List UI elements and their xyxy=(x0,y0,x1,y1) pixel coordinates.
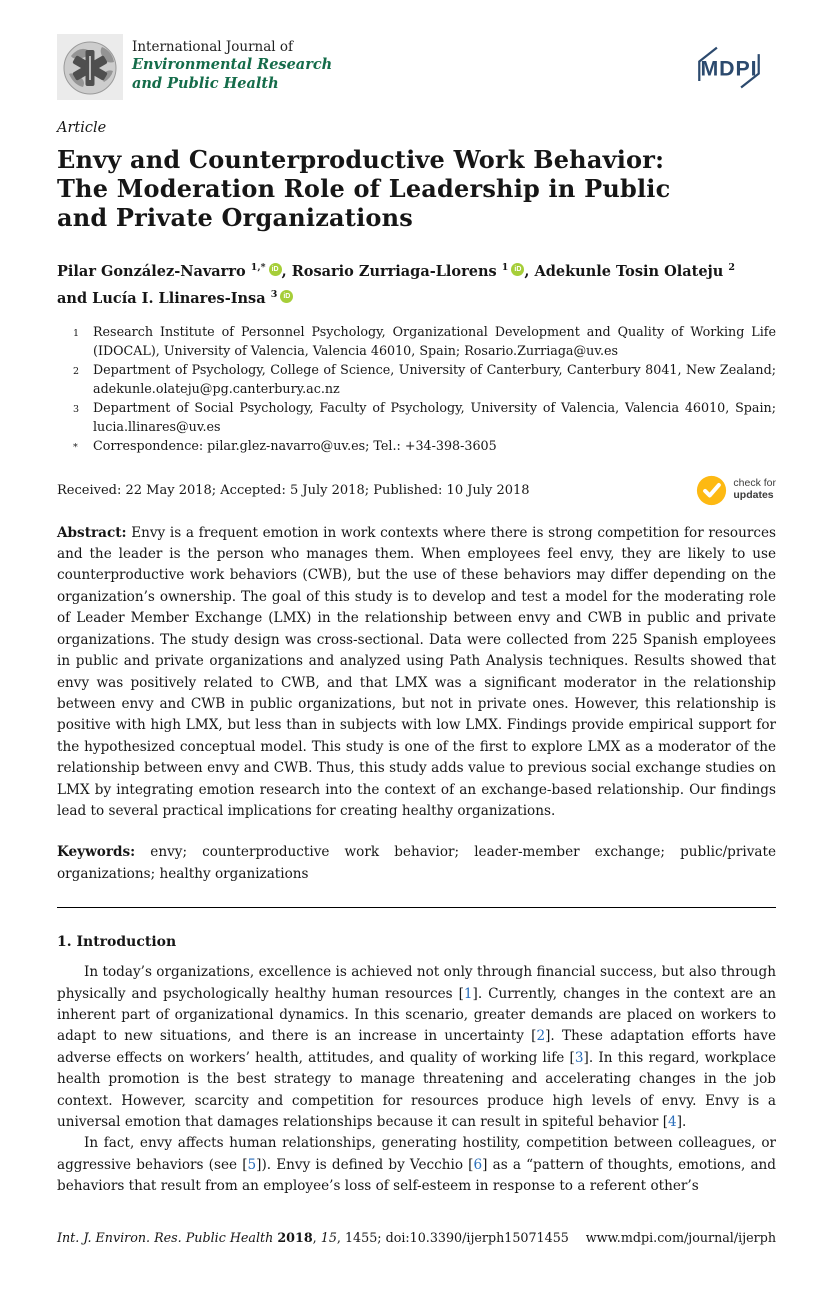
author-name-3: Adekunle Tosin Olateju xyxy=(534,262,724,280)
footer-article-doi: , 1455; doi:10.3390/ijerph15071455 xyxy=(336,1230,569,1245)
affiliations-list xyxy=(57,322,776,457)
journal-brand xyxy=(57,34,332,100)
affiliation-text: Department of Psychology, College of Science, University of Canterbury, Canterbury 8041, New Zealand; adekunle.olateju@pg.canterbury.ac.nz xyxy=(93,361,776,396)
dates-row xyxy=(57,475,776,506)
orcid-icon[interactable]: iD xyxy=(280,290,293,303)
footer-journal-link[interactable]: www.mdpi.com/journal/ijerph xyxy=(585,1230,776,1245)
check-for-updates-badge[interactable] xyxy=(696,475,776,506)
affiliation-marker: 1 xyxy=(73,327,80,339)
keywords-text: envy; counterproductive work behavior; leader-member exchange; public/private organizations; healthy organizations xyxy=(57,844,776,882)
globe-star-of-life-icon xyxy=(57,34,123,100)
abstract-section xyxy=(57,523,776,823)
affiliation-text: Research Institute of Personnel Psychology, Organizational Development and Quality of Working Life (IDOCAL), University of Valencia, Valencia 46010, Spain; Rosario.Zurriaga@uv.es xyxy=(93,323,776,358)
keywords-section xyxy=(57,842,776,885)
journal-name-line2: Environmental Research xyxy=(132,56,333,74)
footer-journal-abbrev: Int. J. Environ. Res. Public Health xyxy=(57,1230,274,1245)
author-3-affiliation-sup: 2 xyxy=(728,262,736,273)
citation-link[interactable]: 6 xyxy=(473,1156,483,1173)
authors-line xyxy=(57,256,776,310)
author-name-2: Rosario Zurriaga-Llorens xyxy=(291,262,497,280)
citation-link[interactable]: 4 xyxy=(668,1114,677,1130)
author-separator: , xyxy=(281,262,287,280)
author-separator: , xyxy=(524,262,530,280)
keywords-label: Keywords: xyxy=(57,844,136,861)
citation-link[interactable]: 1 xyxy=(463,985,473,1002)
section-heading-introduction: 1. Introduction xyxy=(57,934,177,951)
mdpi-wordmark: MDPI xyxy=(700,56,758,81)
author-name-4: Lucía I. Llinares-Insa xyxy=(92,289,266,307)
intro-paragraph-1: In today’s organizations, excellence is achieved not only through financial success, but also through physically and psychologically healthy human resources [1]. Currently, changes in the context are an inherent part of organizational dynamics. In this scenario, greater demands are placed on workers to adapt to new situations, and there is an increase in uncertainty [2]. These adaptation efforts have adverse effects on workers’ health, attitudes, and quality of working life [3]. In this regard, workplace health promotion is the best strategy to manage threatening and accelerating changes in the job context. However, scarcity and competition for resources produce high levels of envy. Envy is a universal emotion that damages relationships because it can result in spiteful behavior [4]. xyxy=(57,964,776,1130)
article-type-label: Article xyxy=(57,120,107,136)
affiliation-marker: 3 xyxy=(73,403,80,415)
author-2-affiliation-sup: 1 xyxy=(501,262,509,273)
citation-link[interactable]: 3 xyxy=(574,1049,584,1066)
mdpi-logo-icon xyxy=(688,42,770,94)
journal-name xyxy=(132,34,332,100)
mdpi-logo xyxy=(688,42,770,98)
citation-link[interactable]: 5 xyxy=(247,1156,257,1173)
page-title xyxy=(57,145,776,232)
correspondence-item xyxy=(57,436,776,457)
page-header xyxy=(57,34,776,100)
abstract-text: Envy is a frequent emotion in work contexts where there is strong competition for resources and the leader is the person who manages them. When employees feel envy, they are likely to use counterproductive work behaviors (CWB), but the use of these behaviors may differ depending on the organization’s ownership. The goal of this study is to develop and test a model for the moderating role of Leader Member Exchange (LMX) in the relationship between envy and CWB in public and private organizations. The study design was cross-sectional. Data were collected from 225 Spanish employees in public and private organizations and analyzed using Path Analysis techniques. Results showed that envy was positively related to CWB, and that LMX was a significant moderator in the relationship between envy and CWB in public organizations, but not in private ones. However, this relationship is positive with high LMX, but less than in subjects with low LMX. Findings provide empirical support for the hypothesized conceptual model. This study is one of the first to explore LMX as a moderator of the relationship between envy and CWB. Thus, this study adds value to previous social exchange studies on LMX by integrating emotion research into the context of an exchange-based relationship. Our findings lead to several practical implications for creating healthy organizations. xyxy=(57,524,776,819)
footer-volume: 15 xyxy=(320,1230,337,1245)
affiliation-item-2 xyxy=(57,360,776,398)
check-icon xyxy=(696,475,727,506)
section-divider xyxy=(57,907,776,908)
affiliation-text: Department of Social Psychology, Faculty of Psychology, University of Valencia, Valencia 46010, Spain; lucia.llinares@uv.es xyxy=(93,399,776,434)
affiliation-item-1 xyxy=(57,322,776,360)
affiliation-item-3 xyxy=(57,398,776,436)
badge-label-line1: check for xyxy=(733,477,776,490)
citation-link[interactable]: 2 xyxy=(536,1028,546,1045)
received-accepted-published-line: Received: 22 May 2018; Accepted: 5 July 2018; Published: 10 July 2018 xyxy=(57,482,530,498)
journal-logo-globe-icon xyxy=(57,34,123,100)
footer-citation xyxy=(57,1230,569,1245)
journal-name-line3: and Public Health xyxy=(132,74,279,92)
author-1-affiliation-sup: 1,* xyxy=(250,262,266,273)
page-footer xyxy=(57,1230,776,1245)
title-line-3: and Private Organizations xyxy=(57,203,413,232)
authors-final-joiner: and xyxy=(57,289,88,307)
badge-label-line2: updates xyxy=(733,489,774,502)
orcid-icon[interactable]: iD xyxy=(269,263,282,276)
footer-year: 2018 xyxy=(277,1230,313,1245)
title-line-1: Envy and Counterproductive Work Behavior: xyxy=(57,145,665,174)
author-name-1: Pilar González-Navarro xyxy=(57,262,246,280)
author-4-affiliation-sup: 3 xyxy=(270,288,278,300)
badge-label xyxy=(733,478,776,502)
intro-paragraph-2: In fact, envy affects human relationships, generating hostility, competition between colleagues, or aggressive behaviors (see [5]). Envy is defined by Vecchio [6] as a “pattern of thoughts, emotions, and behaviors that result from an employee’s loss of self-esteem in response to a referent other’s xyxy=(57,1135,777,1195)
orcid-icon[interactable]: iD xyxy=(511,263,524,276)
abstract-label: Abstract: xyxy=(57,524,127,541)
journal-name-line1: International Journal of xyxy=(132,39,294,55)
affiliation-marker: 2 xyxy=(73,365,80,377)
correspondence-text: Correspondence: pilar.glez-navarro@uv.es; Tel.: +34-398-3605 xyxy=(93,437,497,453)
footer-separator: , xyxy=(312,1230,321,1245)
title-line-2: The Moderation Role of Leadership in Public xyxy=(57,174,671,203)
correspondence-marker: * xyxy=(73,441,78,453)
